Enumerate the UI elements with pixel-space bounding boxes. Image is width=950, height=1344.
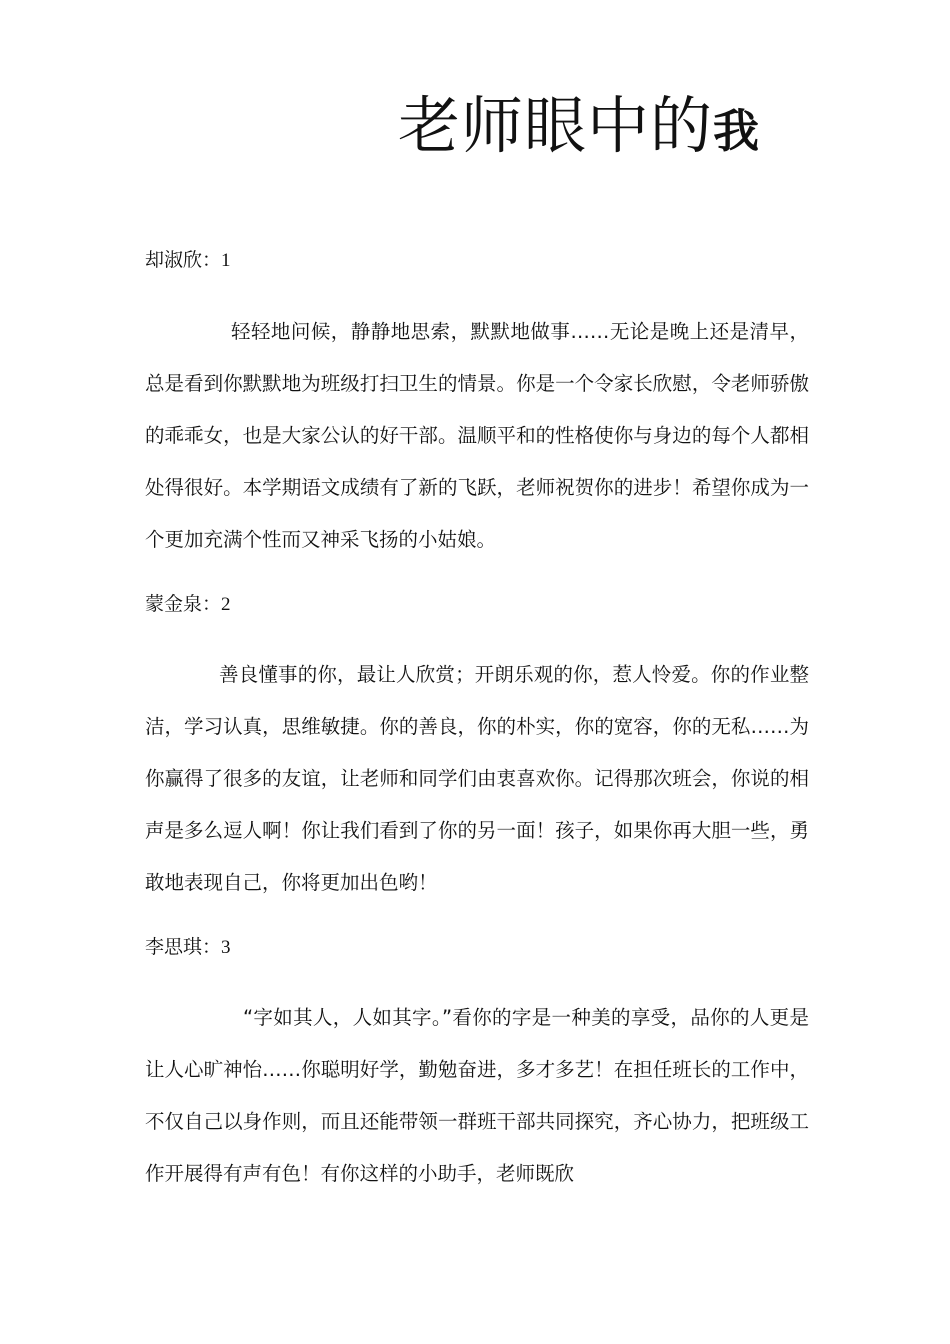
student-name-3 xyxy=(145,933,231,962)
student-comment-2: 善良懂事的你，最让人欣赏；开朗乐观的你，惹人怜爱。你的作业整洁，学习认真，思维敏捷。你的善良，你的朴实，你的宽容，你的无私……为你赢得了很多的友谊，让老师和同学们由衷喜欢你。记得那次班会，你说的相声是多么逗人啊！你让我们看到了你的另一面！孩子，如果你再大胆一些，勇敢地表现自己，你将更加出色哟！ xyxy=(145,663,809,894)
student-name-text: 李思琪： xyxy=(145,936,222,958)
title-last-char: 我 xyxy=(713,104,761,158)
student-name-2 xyxy=(145,590,231,619)
student-number: 2 xyxy=(221,594,231,615)
title-main: 老师眼中的 xyxy=(398,89,714,162)
student-name-text: 蒙金泉： xyxy=(145,593,222,615)
student-name-text: 却淑欣： xyxy=(145,249,222,271)
student-name-1 xyxy=(145,246,231,275)
page-title xyxy=(398,86,760,171)
student-comment-1: 轻轻地问候，静静地思索，默默地做事……无论是晚上还是清早，总是看到你默默地为班级打扫卫生的情景。你是一个令家长欣慰，令老师骄傲的乖乖女，也是大家公认的好干部。温顺平和的性格使你与身边的每个人都相处得很好。本学期语文成绩有了新的飞跃，老师祝贺你的进步！希望你成为一个更加充满个性而又神采飞扬的小姑娘。 xyxy=(145,320,809,551)
student-number: 1 xyxy=(221,250,231,271)
student-number: 3 xyxy=(221,937,231,958)
student-comment-3: “字如其人，人如其字。”看你的字是一种美的享受，品你的人更是让人心旷神怡……你聪明好学，勤勉奋进，多才多艺！在担任班长的工作中，不仅自己以身作则，而且还能带领一群班干部共同探究，齐心协力，把班级工作开展得有声有色！有你这样的小助手，老师既欣 xyxy=(145,1006,809,1185)
